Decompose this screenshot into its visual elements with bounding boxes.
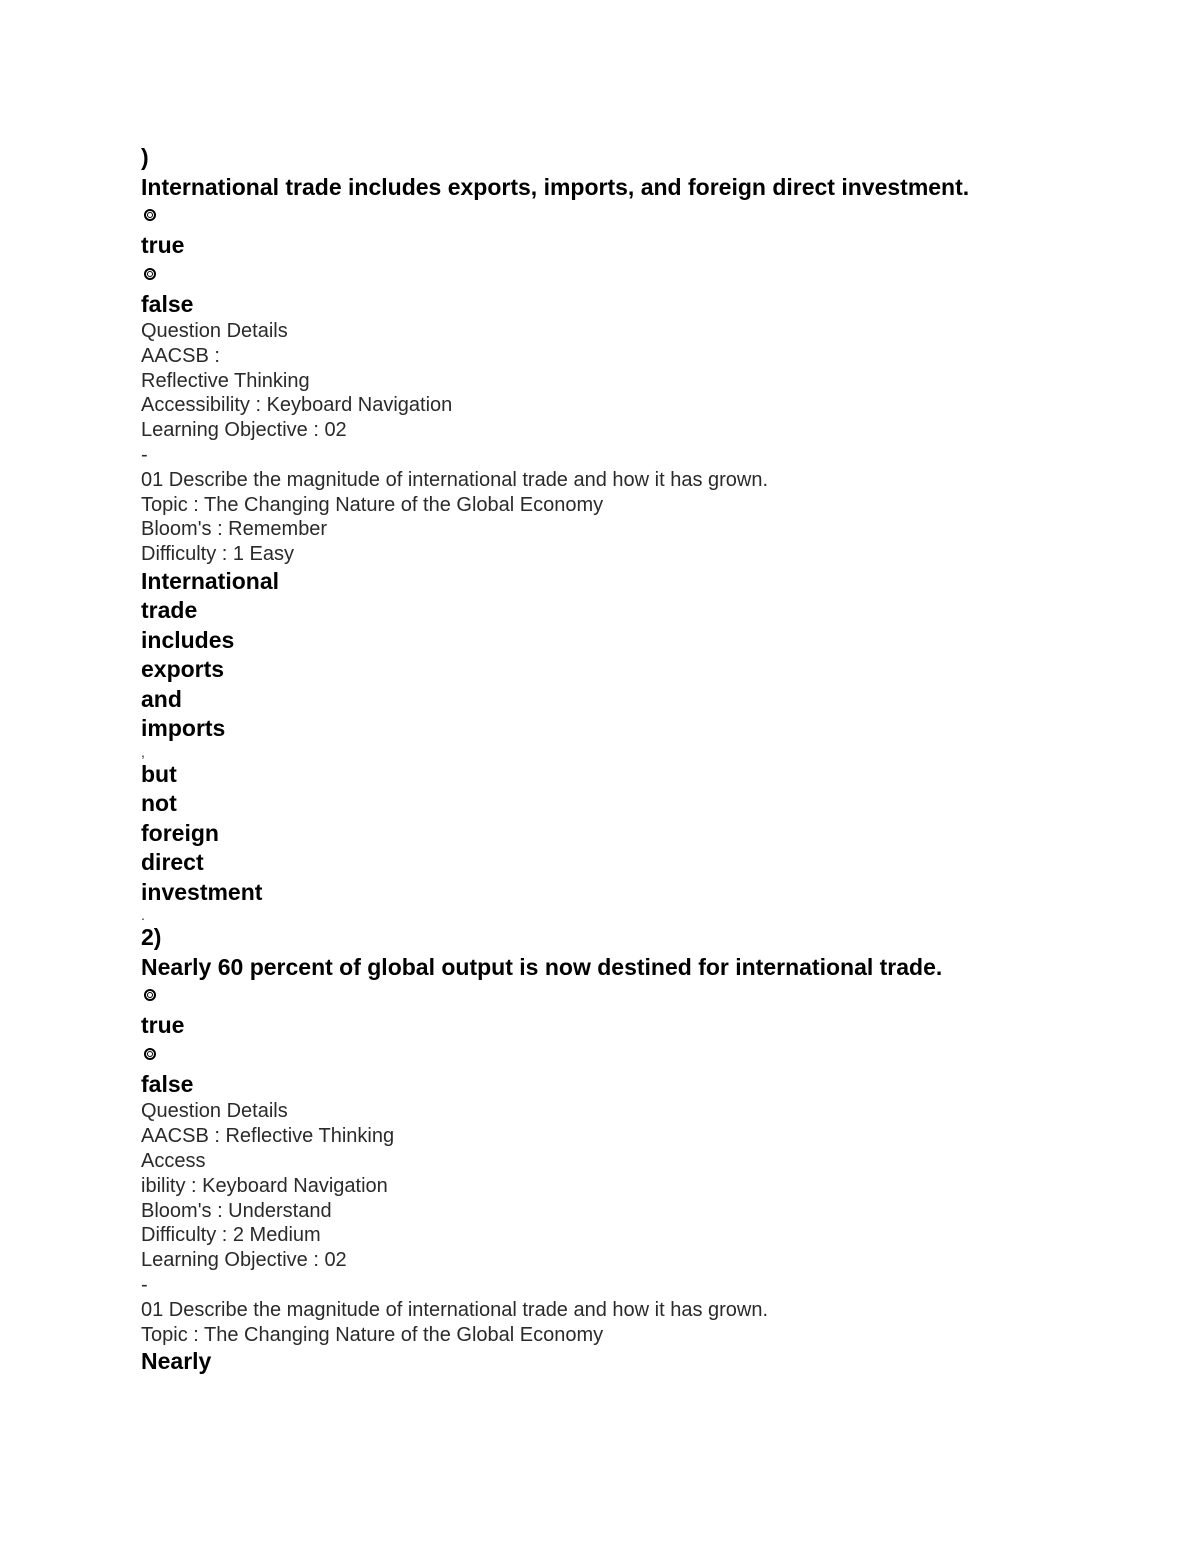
objective-text: 01 Describe the magnitude of international trade and how it has grown.	[141, 1298, 769, 1321]
explanation-word: imports	[141, 715, 226, 742]
accessibility-part2: ibility : Keyboard Navigation	[141, 1174, 388, 1197]
option-false: false	[141, 290, 194, 317]
explanation-word: foreign	[141, 819, 219, 846]
radio-icon[interactable]	[141, 1041, 165, 1070]
option-false: false	[141, 1070, 194, 1097]
explanation-punct: ,	[141, 743, 145, 760]
question-details-heading: Question Details	[141, 320, 288, 342]
question-number: )	[141, 144, 149, 170]
option-true: true	[141, 232, 185, 258]
question-text: Nearly 60 percent of global output is now destined for international trade.	[141, 953, 943, 980]
explanation-word: not	[141, 790, 177, 817]
learning-objective: Learning Objective : 02	[141, 1249, 347, 1272]
explanation-punct: .	[141, 907, 145, 924]
explanation-word: and	[141, 685, 182, 712]
topic: Topic : The Changing Nature of the Global Economy	[141, 1323, 604, 1346]
explanation-word: direct	[141, 849, 204, 876]
aacsb-value: Reflective Thinking	[141, 369, 310, 392]
radio-icon[interactable]	[141, 982, 165, 1011]
difficulty: Difficulty : 1 Easy	[141, 543, 295, 566]
aacsb-label: AACSB :	[141, 344, 220, 367]
accessibility-part1: Access	[141, 1150, 206, 1173]
explanation-word: investment	[141, 878, 263, 905]
radio-icon[interactable]	[141, 202, 165, 231]
topic: Topic : The Changing Nature of the Global Economy	[141, 493, 604, 516]
explanation-word: International	[141, 567, 280, 594]
objective-text: 01 Describe the magnitude of international trade and how it has grown.	[141, 468, 769, 491]
dash: -	[141, 443, 148, 466]
question-text: International trade includes exports, imports, and foreign direct investment.	[141, 173, 970, 200]
explanation-word: Nearly	[141, 1348, 212, 1375]
blooms: Bloom's : Understand	[141, 1199, 332, 1222]
dash: -	[141, 1274, 148, 1297]
question-number: 2)	[141, 924, 162, 951]
explanation-word: but	[141, 760, 177, 787]
aacsb: AACSB : Reflective Thinking	[141, 1125, 395, 1148]
question-details-heading: Question Details	[141, 1100, 288, 1123]
explanation-word: includes	[141, 626, 235, 653]
blooms: Bloom's : Remember	[141, 518, 328, 541]
difficulty: Difficulty : 2 Medium	[141, 1224, 321, 1247]
option-true: true	[141, 1012, 185, 1039]
learning-objective: Learning Objective : 02	[141, 419, 347, 442]
accessibility: Accessibility : Keyboard Navigation	[141, 394, 453, 417]
radio-icon[interactable]	[141, 261, 165, 290]
explanation-word: trade	[141, 597, 198, 624]
document-page	[141, 143, 1141, 1377]
explanation-word: exports	[141, 656, 225, 683]
